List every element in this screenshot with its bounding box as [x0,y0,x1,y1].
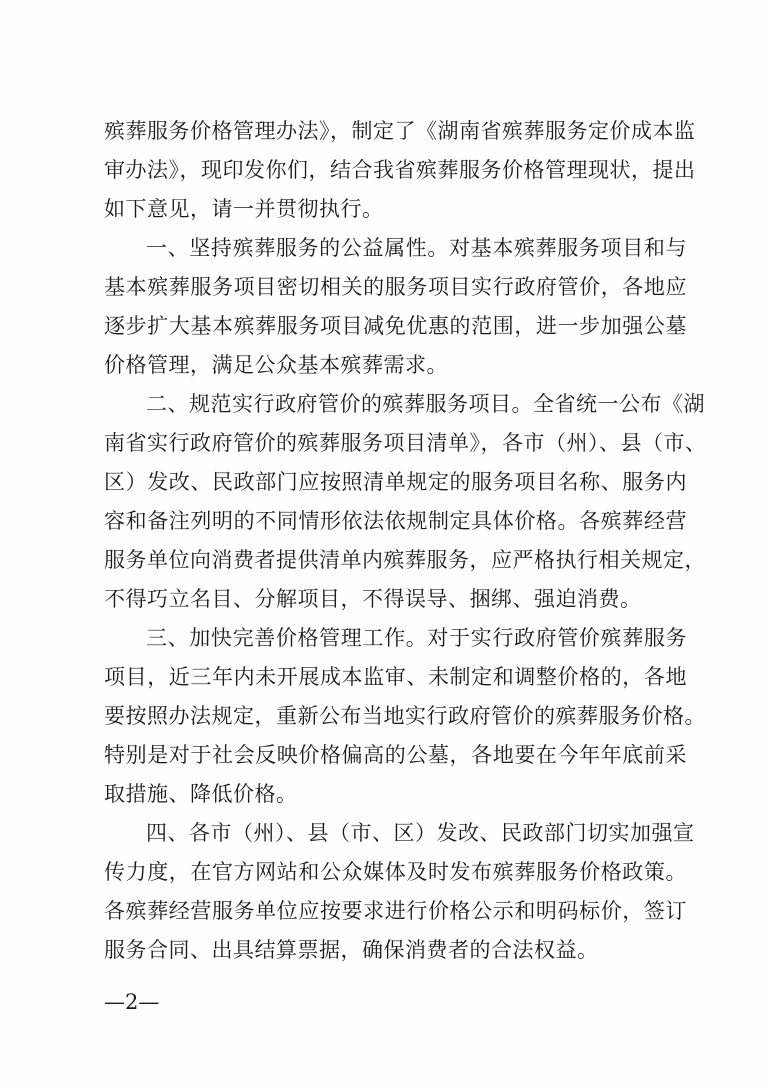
document-body [104,112,707,970]
text-line: 四、各市（州）、县（市、区）发改、民政部门切实加强宣 [146,821,695,845]
text-line: 取措施、降低价格。 [104,782,298,806]
section-4-paragraph [104,814,695,970]
text-line: 特别是对于社会反映价格偏高的公墓，各地要在今年年底前采 [104,743,687,767]
intro-paragraph [104,112,696,229]
text-line: 三、加快完善价格管理工作。对于实行政府管价殡葬服务 [146,626,687,650]
page-number: —2— [104,990,160,1014]
text-line: 项目，近三年内未开展成本监审、未制定和调整价格的，各地 [104,665,687,689]
text-line: 服务单位向消费者提供清单内殡葬服务，应严格执行相关规定， [104,548,706,572]
text-line: 服务合同、出具结算票据，确保消费者的合法权益。 [104,938,599,962]
text-line: 审办法》，现印发你们，结合我省殡葬服务价格管理现状，提出 [104,158,696,182]
text-line: 殡葬服务价格管理办法》，制定了《湖南省殡葬服务定价成本监 [104,119,696,143]
section-2-paragraph [104,385,707,619]
text-line: 基本殡葬服务项目密切相关的服务项目实行政府管价，各地应 [104,275,687,299]
text-line: 一、坚持殡葬服务的公益属性。对基本殡葬服务项目和与 [146,236,687,260]
text-line: 区）发改、民政部门应按照清单规定的服务项目名称、服务内 [104,470,687,494]
text-line: 南省实行政府管价的殡葬服务项目清单》，各市（州）、县（市、 [104,431,707,455]
section-3-paragraph [104,619,706,814]
text-line: 各殡葬经营服务单位应按要求进行价格公示和明码标价，签订 [104,899,687,923]
text-line: 二、规范实行政府管价的殡葬服务项目。全省统一公布《湖 [146,392,705,416]
text-line: 要按照办法规定，重新公布当地实行政府管价的殡葬服务价格。 [104,704,706,728]
text-line: 传力度，在官方网站和公众媒体及时发布殡葬服务价格政策。 [104,860,687,884]
text-line: 价格管理，满足公众基本殡葬需求。 [104,353,448,377]
text-line: 不得巧立名目、分解项目，不得误导、捆绑、强迫消费。 [104,587,642,611]
text-line: 容和备注列明的不同情形依法依规制定具体价格。各殡葬经营 [104,509,687,533]
text-line: 如下意见，请一并贯彻执行。 [104,197,384,221]
text-line: 逐步扩大基本殡葬服务项目减免优惠的范围，进一步加强公墓 [104,314,687,338]
section-1-paragraph [104,229,687,385]
